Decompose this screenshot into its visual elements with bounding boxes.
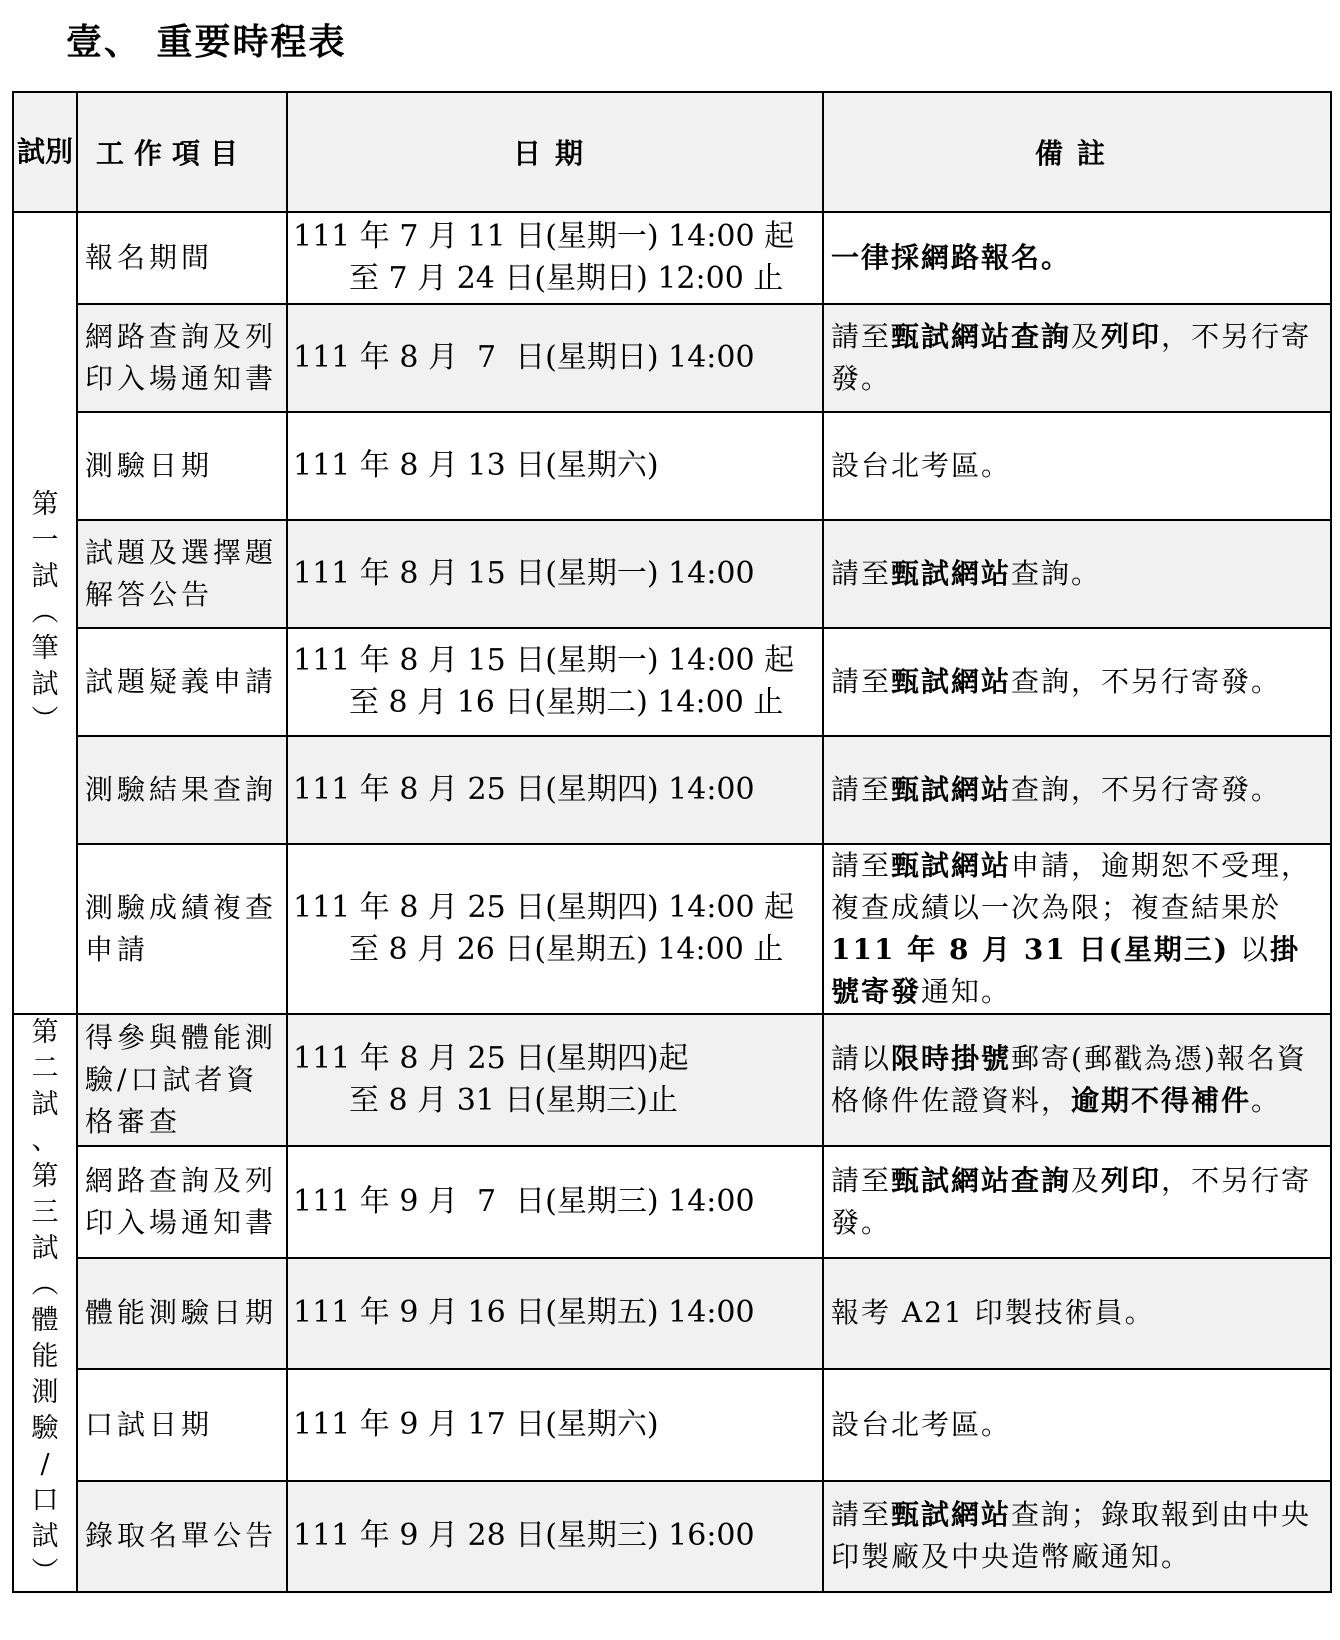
cell-item: 測驗結果查詢 (77, 736, 287, 844)
table-row (13, 212, 1331, 304)
cell-note: 請至甄試網站查詢，不另行寄發。 (823, 736, 1331, 844)
cell-date: 111 年 9 月 17 日(星期六) (287, 1369, 823, 1480)
table-row (13, 844, 1331, 1014)
header-category: 試別 (13, 92, 77, 212)
header-date: 日期 (287, 92, 823, 212)
cell-date: 111 年 9 月 28 日(星期三) 16:00 (287, 1481, 823, 1592)
cell-date: 111 年 8 月 25 日(星期四) 14:00 起 至 8 月 26 日(星期五) 14:00 止 (287, 844, 823, 1014)
cell-date: 111 年 7 月 11 日(星期一) 14:00 起 至 7 月 24 日(星期日) 12:00 止 (287, 212, 823, 304)
table-row (13, 520, 1331, 628)
cell-note: 請至甄試網站申請，逾期恕不受理，複查成績以一次為限；複查結果於 111 年 8 月 31 日(星期三) 以掛號寄發通知。 (823, 844, 1331, 1014)
table-row (13, 1258, 1331, 1369)
schedule-body (13, 212, 1331, 1592)
cell-note: 請至甄試網站查詢及列印，不另行寄發。 (823, 304, 1331, 412)
cell-date: 111 年 8 月 7 日(星期日) 14:00 (287, 304, 823, 412)
table-row (13, 736, 1331, 844)
cell-note: 請至甄試網站查詢，不另行寄發。 (823, 628, 1331, 736)
cell-date: 111 年 9 月 16 日(星期五) 14:00 (287, 1258, 823, 1369)
cell-date: 111 年 8 月 15 日(星期一) 14:00 起 至 8 月 16 日(星期二) 14:00 止 (287, 628, 823, 736)
table-row (13, 304, 1331, 412)
cell-note: 設台北考區。 (823, 1369, 1331, 1480)
cell-note: 設台北考區。 (823, 412, 1331, 520)
header-item: 工作項目 (77, 92, 287, 212)
table-row (13, 628, 1331, 736)
category-second-third-exam: 第 二 試 、 第 三 試 ︵ 體 能 測 驗 / 口 試 ︶ (13, 1014, 77, 1592)
table-row (13, 1146, 1331, 1257)
header-row (13, 92, 1331, 212)
cell-date: 111 年 8 月 25 日(星期四) 14:00 (287, 736, 823, 844)
cell-item: 得參與體能測驗/口試者資格審查 (77, 1014, 287, 1146)
cell-item: 錄取名單公告 (77, 1481, 287, 1592)
category-first-exam: 第 一 試 ︵ 筆 試 ︶ (13, 212, 77, 1014)
schedule-table (12, 91, 1332, 1593)
cell-item: 測驗成績複查申請 (77, 844, 287, 1014)
cell-date: 111 年 8 月 25 日(星期四)起 至 8 月 31 日(星期三)止 (287, 1014, 823, 1146)
cell-note: 請至甄試網站查詢。 (823, 520, 1331, 628)
cell-note: 請至甄試網站查詢；錄取報到由中央印製廠及中央造幣廠通知。 (823, 1481, 1331, 1592)
cell-item: 口試日期 (77, 1369, 287, 1480)
cell-note: 一律採網路報名。 (823, 212, 1331, 304)
table-row (13, 1369, 1331, 1480)
header-note: 備註 (823, 92, 1331, 212)
table-row (13, 412, 1331, 520)
cell-item: 報名期間 (77, 212, 287, 304)
cell-item: 網路查詢及列印入場通知書 (77, 304, 287, 412)
page-title: 壹、 重要時程表 (66, 21, 347, 63)
cell-date: 111 年 9 月 7 日(星期三) 14:00 (287, 1146, 823, 1257)
cell-note: 請以限時掛號郵寄(郵戳為憑)報名資格條件佐證資料，逾期不得補件。 (823, 1014, 1331, 1146)
cell-item: 測驗日期 (77, 412, 287, 520)
cell-item: 體能測驗日期 (77, 1258, 287, 1369)
table-row (13, 1481, 1331, 1592)
cell-note: 請至甄試網站查詢及列印，不另行寄發。 (823, 1146, 1331, 1257)
cell-item: 網路查詢及列印入場通知書 (77, 1146, 287, 1257)
cell-note: 報考 A21 印製技術員。 (823, 1258, 1331, 1369)
cell-date: 111 年 8 月 13 日(星期六) (287, 412, 823, 520)
table-row (13, 1014, 1331, 1146)
cell-item: 試題疑義申請 (77, 628, 287, 736)
cell-item: 試題及選擇題解答公告 (77, 520, 287, 628)
cell-date: 111 年 8 月 15 日(星期一) 14:00 (287, 520, 823, 628)
